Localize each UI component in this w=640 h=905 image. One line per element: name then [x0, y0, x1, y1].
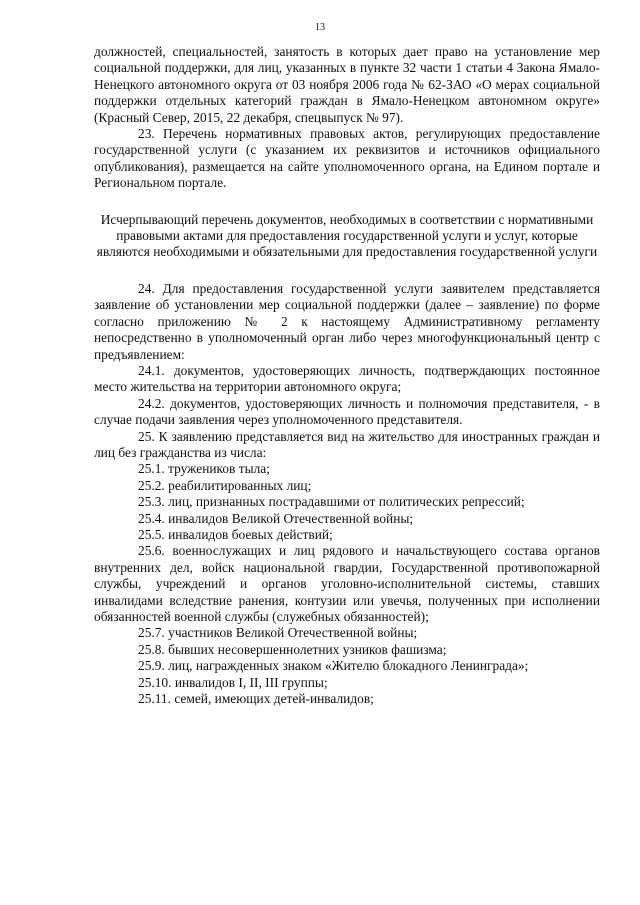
list-item-25-6: 25.6. военнослужащих и лиц рядового и начальствующего состава органов внутренних дел, войск национальной гвардии, Государственной противопожарной службы, учреждений и органов уголовно-исполнительной системы, ставших инвалидами вследствие ранения, контузии или увечья, полученных при исполнении обязанностей военной службы (служебных обязанностей);	[94, 543, 600, 624]
list-item-25-8: 25.8. бывших несовершеннолетних узников фашизма;	[138, 641, 447, 657]
list-item-25-5: 25.5. инвалидов боевых действий;	[138, 526, 333, 542]
paragraph-23: 23. Перечень нормативных правовых актов, регулирующих предоставление государственной услуги (с указанием их реквизитов и источников официального опубликования), размещается на сайте уполномоченного органа, на Едином портале и Региональном портале.	[94, 126, 600, 191]
paragraph-24: 24. Для предоставления государственной услуги заявителем представляется заявление об установлении мер социальной поддержки (далее – заявление) по форме согласно приложению № 2 к настоящему Административному регламенту непосредственно в уполномоченный орган либо через многофункциональный центр с предъявлением:	[94, 280, 600, 362]
list-item-25-10: 25.10. инвалидов I, II, III группы;	[138, 674, 328, 690]
paragraph-continuation: должностей, специальностей, занятость в которых дает право на установление мер социальной поддержки, для лиц, указанных в пункте 32 части 1 статьи 4 Закона Ямало-Ненецкого автономного округа от 03 ноября 2006 года № 62-ЗАО «О мерах социальной поддержки отдельных категорий граждан в Ямало-Ненецком автономном округе» (Красный Север, 2015, 22 декабря, спецвыпуск № 97).	[94, 44, 600, 125]
list-item-25-4: 25.4. инвалидов Великой Отечественной войны;	[138, 510, 414, 526]
page-number: 13	[315, 22, 325, 33]
spacer	[94, 192, 600, 212]
list-item-25-9: 25.9. лиц, награжденных знаком «Жителю блокадного Ленинграда»;	[138, 658, 529, 674]
list-item-25-7: 25.7. участников Великой Отечественной войны;	[138, 625, 418, 641]
list-item-25-2: 25.2. реабилитированных лиц;	[138, 477, 312, 493]
paragraph-25: 25. К заявлению представляется вид на жительство для иностранных граждан и лиц без гражданства из числа:	[94, 428, 600, 460]
list-item-25-11: 25.11. семей, имеющих детей-инвалидов;	[138, 691, 374, 707]
spacer	[94, 261, 600, 281]
paragraph-24-1: 24.1. документов, удостоверяющих личность, подтверждающих постоянное место жительства на территории автономного округа;	[94, 362, 600, 395]
list-item-25-1: 25.1. тружеников тыла;	[138, 461, 270, 477]
paragraph-24-2: 24.2. документов, удостоверяющих личность и полномочия представителя, - в случае подачи заявления через уполномоченного представителя.	[94, 395, 600, 428]
section-heading: Исчерпывающий перечень документов, необходимых в соответствии с нормативными правовыми актами для предоставления государственной услуги и услуг, которые являются необходимыми и обязательными для предоставления государственной услуги	[96, 211, 598, 260]
document-body	[94, 44, 600, 707]
list-item-25-3: 25.3. лиц, признанных пострадавшими от политических репрессий;	[138, 494, 525, 510]
